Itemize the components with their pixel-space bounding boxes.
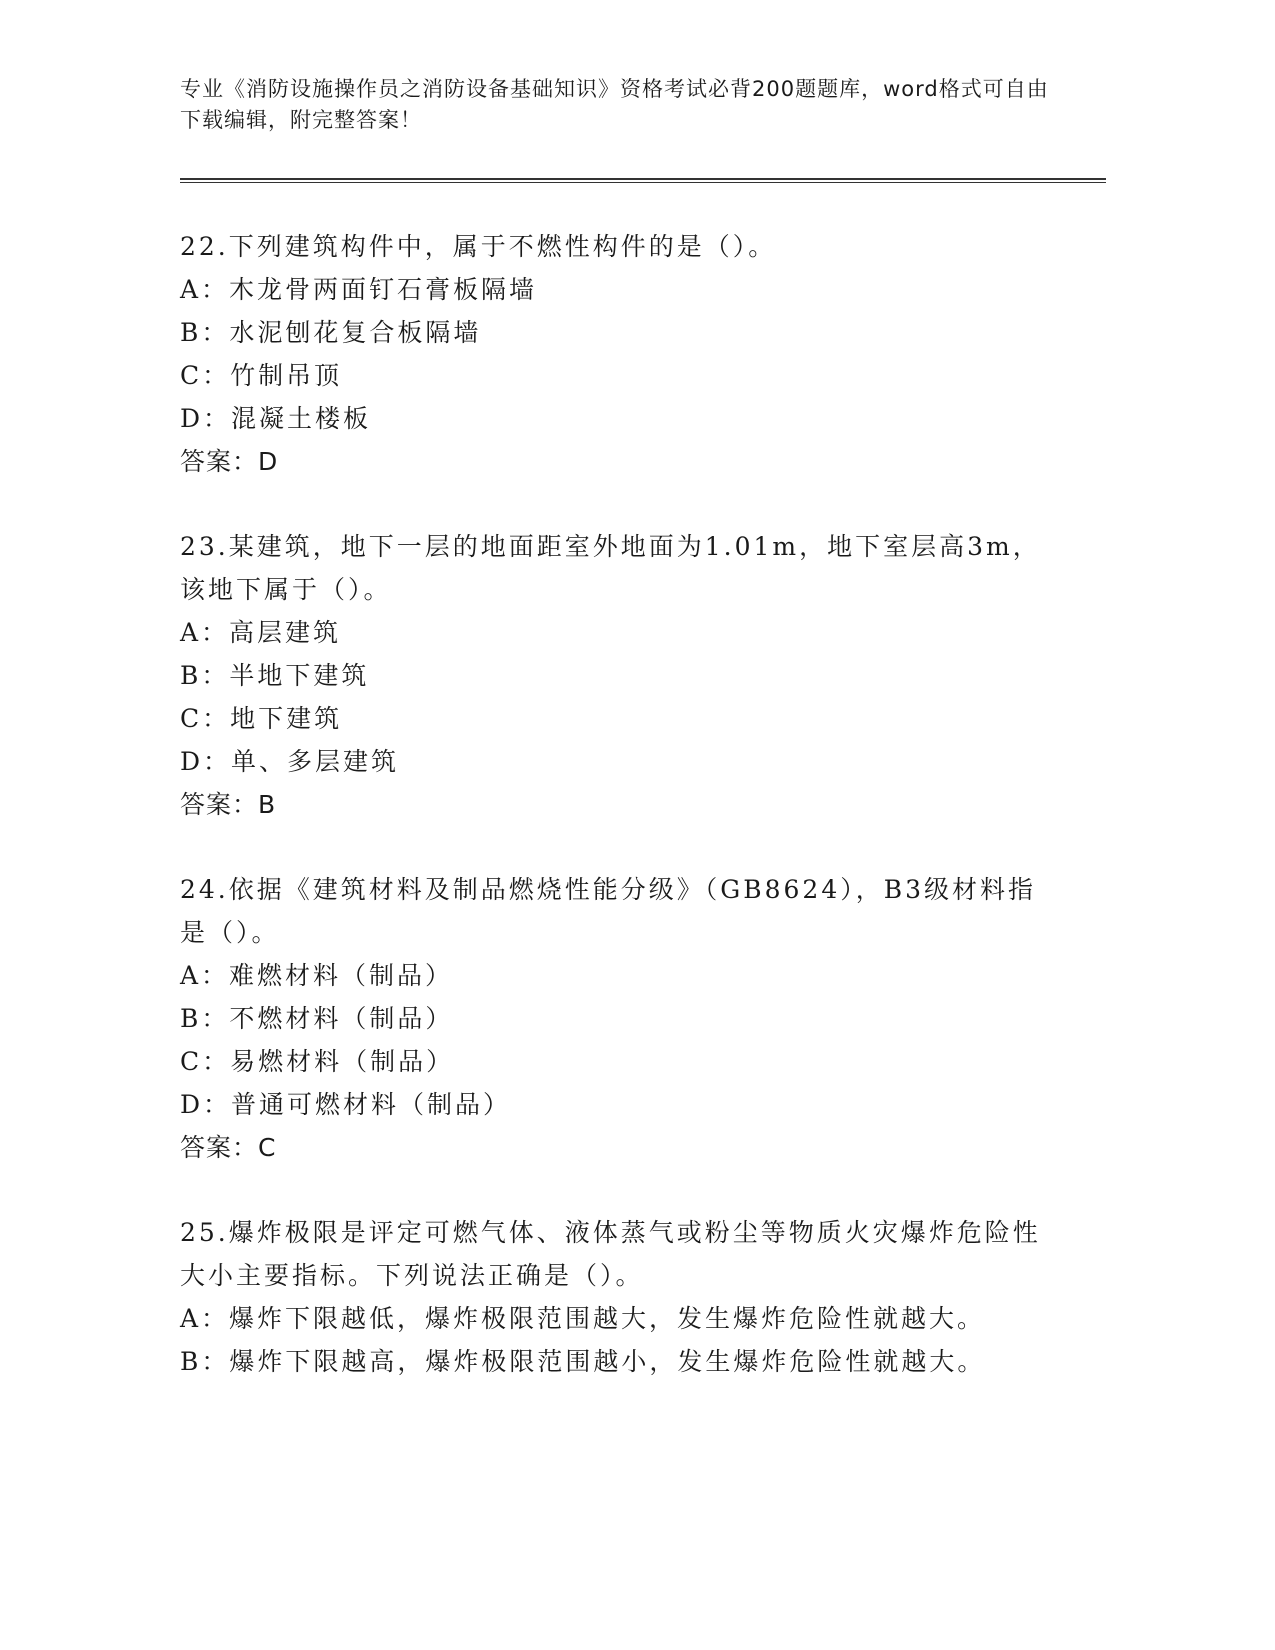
option-d: D：混凝土楼板 (180, 404, 372, 433)
option-a: A：难燃材料（制品） (180, 961, 454, 990)
option-c: C：地下建筑 (180, 704, 343, 733)
option-b: B：不燃材料（制品） (180, 1004, 454, 1033)
question-stem: 25.爆炸极限是评定可燃气体、液体蒸气或粉尘等物质火灾爆炸危险性大小主要指标。下列说法正确是（）。 (180, 1218, 1041, 1290)
question-22 (180, 225, 1060, 483)
question-25 (180, 1211, 1060, 1383)
answer-line: 答案：C (180, 1133, 277, 1162)
option-b: B：爆炸下限越高，爆炸极限范围越小，发生爆炸危险性就越大。 (180, 1347, 986, 1376)
answer-line: 答案：D (180, 447, 279, 476)
option-b: B：水泥刨花复合板隔墙 (180, 318, 482, 347)
option-b: B：半地下建筑 (180, 661, 370, 690)
option-c: C：竹制吊顶 (180, 361, 343, 390)
question-stem: 22.下列建筑构件中，属于不燃性构件的是（）。 (180, 232, 777, 261)
question-stem: 24.依据《建筑材料及制品燃烧性能分级》（GB8624），B3级材料指是（）。 (180, 875, 1037, 947)
question-24 (180, 868, 1060, 1169)
question-stem: 23.某建筑，地下一层的地面距室外地面为1.01m，地下室层高3m，该地下属于（）。 (180, 532, 1041, 604)
header-divider-thick (180, 178, 1106, 180)
question-list (180, 225, 1060, 1425)
header-divider-thin (180, 182, 1106, 183)
option-c: C：易燃材料（制品） (180, 1047, 455, 1076)
option-a: A：木龙骨两面钉石膏板隔墙 (180, 275, 538, 304)
option-a: A：爆炸下限越低，爆炸极限范围越大，发生爆炸危险性就越大。 (180, 1304, 986, 1333)
option-d: D：普通可燃材料（制品） (180, 1090, 512, 1119)
document-header: 专业《消防设施操作员之消防设备基础知识》资格考试必背200题题库，word格式可自由下载编辑，附完整答案！ (180, 77, 1049, 132)
option-a: A：高层建筑 (180, 618, 342, 647)
answer-line: 答案：B (180, 790, 277, 819)
option-d: D：单、多层建筑 (180, 747, 400, 776)
question-23 (180, 525, 1060, 826)
